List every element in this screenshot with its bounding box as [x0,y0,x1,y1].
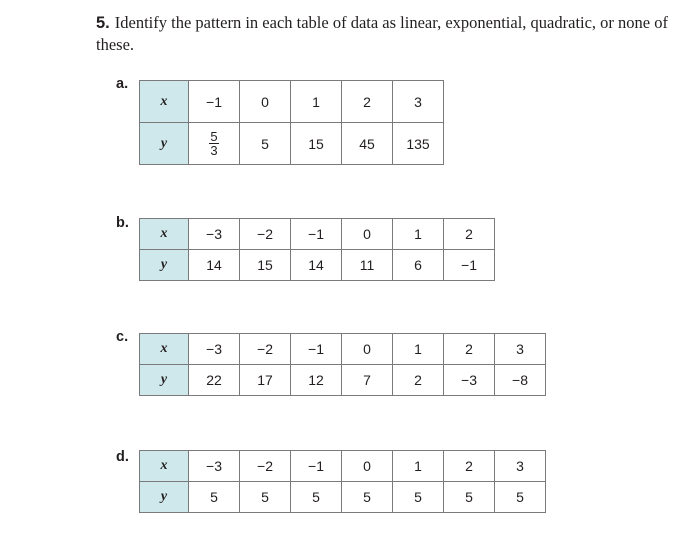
table-d-y-cell: 5 [342,482,393,513]
table-b-y-cell: −1 [444,250,495,281]
table-c-y-header: y [140,365,189,396]
table-d-x-cell: 0 [342,451,393,482]
part-d-label: d. [116,449,129,465]
table-a [139,80,444,165]
table-a-y-cell: 45 [342,123,393,165]
table-d [139,450,546,513]
table-b-y-header: y [140,250,189,281]
table-b [139,218,495,281]
table-d-x-cell: −3 [189,451,240,482]
table-c-x-header: x [140,334,189,365]
table-c-y-cell: 2 [393,365,444,396]
table-d-y-cell: 5 [291,482,342,513]
table-a-y-header: y [140,123,189,165]
question-text: Identify the pattern in each table of data as linear, exponential, quadratic, or none of these. [96,13,668,54]
part-c-label: c. [116,329,129,345]
table-c [139,333,546,396]
table-b-y-cell: 14 [189,250,240,281]
table-c-x-row [140,334,546,365]
table-c-x-cell: −2 [240,334,291,365]
table-a-x-cell: −1 [189,81,240,123]
table-b-x-cell: 0 [342,219,393,250]
table-b-x-row [140,219,495,250]
table-d-y-cell: 5 [189,482,240,513]
table-d-y-cell: 5 [495,482,546,513]
table-b-y-cell: 15 [240,250,291,281]
question-5 [96,12,686,55]
table-b-y-cell: 6 [393,250,444,281]
table-b-y-row [140,250,495,281]
table-d-x-cell: 1 [393,451,444,482]
table-c-x-cell: 3 [495,334,546,365]
fraction-denominator: 3 [210,143,218,158]
table-b-x-cell: −2 [240,219,291,250]
fraction [209,130,218,157]
table-c-y-cell: 22 [189,365,240,396]
fraction-numerator: 5 [210,129,218,144]
table-a-x-cell: 2 [342,81,393,123]
table-d-y-cell: 5 [444,482,495,513]
table-d-x-row [140,451,546,482]
table-c-y-cell: 17 [240,365,291,396]
table-c-y-cell: 7 [342,365,393,396]
table-b-x-cell: −3 [189,219,240,250]
table-b-y-cell: 11 [342,250,393,281]
table-b-x-header: x [140,219,189,250]
table-a-x-cell: 1 [291,81,342,123]
table-a-x-header: x [140,81,189,123]
table-c-x-cell: −1 [291,334,342,365]
table-c-y-cell: 12 [291,365,342,396]
table-c-y-cell: −8 [495,365,546,396]
table-a-x-cell: 0 [240,81,291,123]
table-a-x-row [140,81,444,123]
table-c-y-row [140,365,546,396]
table-d-x-cell: 3 [495,451,546,482]
table-d-x-cell: 2 [444,451,495,482]
table-a-y-cell: 135 [393,123,444,165]
table-c-x-cell: 2 [444,334,495,365]
table-a-x-cell: 3 [393,81,444,123]
table-c-x-cell: 1 [393,334,444,365]
table-c-x-cell: −3 [189,334,240,365]
table-d-y-cell: 5 [240,482,291,513]
table-c-x-cell: 0 [342,334,393,365]
table-d-x-cell: −1 [291,451,342,482]
table-d-x-header: x [140,451,189,482]
table-c-y-cell: −3 [444,365,495,396]
table-a-y-cell-fraction [189,123,240,165]
table-a-y-cell: 5 [240,123,291,165]
table-a-y-cell: 15 [291,123,342,165]
table-d-x-cell: −2 [240,451,291,482]
question-number: 5. [96,14,110,32]
table-b-x-cell: −1 [291,219,342,250]
table-b-x-cell: 1 [393,219,444,250]
table-d-y-header: y [140,482,189,513]
table-b-y-cell: 14 [291,250,342,281]
table-d-y-row [140,482,546,513]
table-d-y-cell: 5 [393,482,444,513]
table-a-y-row [140,123,444,165]
part-a-label: a. [116,76,129,92]
part-b-label: b. [116,215,129,231]
table-b-x-cell: 2 [444,219,495,250]
